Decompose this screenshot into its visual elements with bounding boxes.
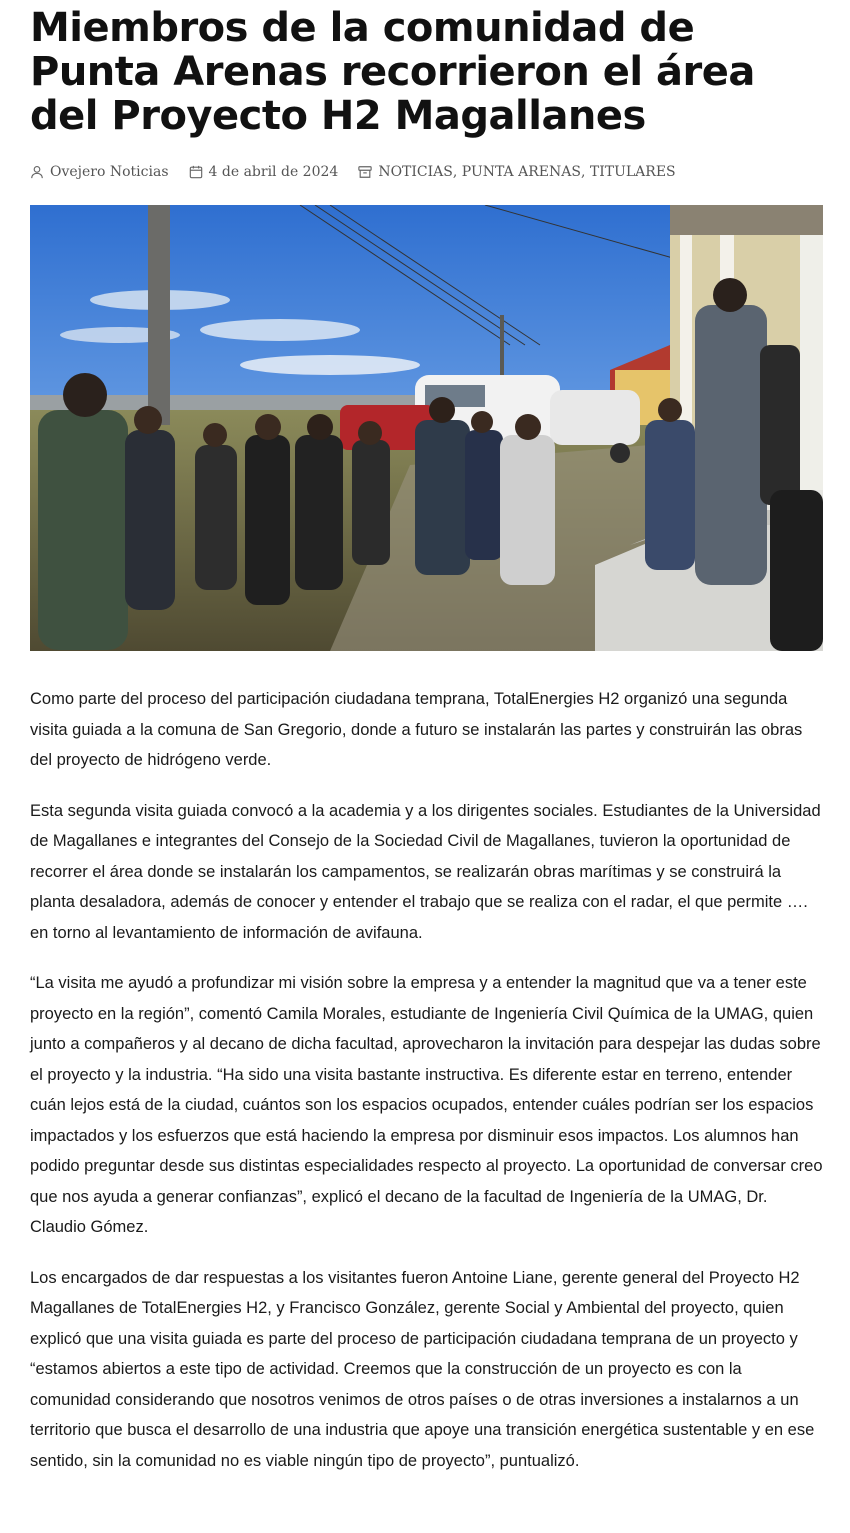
category-separator: , — [452, 164, 462, 180]
category-separator: , — [580, 164, 590, 180]
publish-date: 4 de abril de 2024 — [208, 164, 339, 180]
article-body — [30, 684, 825, 1476]
category-link[interactable]: TITULARES — [589, 164, 676, 180]
article-paragraph: Como parte del proceso del participación ciudadana temprana, TotalEnergies H2 organizó una segunda visita guiada a la comuna de San Gregorio, donde a futuro se instalarán las partes y construirán las obras del proyecto de hidrógeno verde. — [30, 690, 803, 769]
article-title: Miembros de la comunidad de Punta Arenas recorrieron el área del Proyecto H2 Magallanes — [30, 5, 755, 139]
author-link[interactable]: Ovejero Noticias — [50, 164, 169, 180]
article-paragraph: Los encargados de dar respuestas a los visitantes fueron Antoine Liane, gerente general del Proyecto H2 Magallanes de TotalEnergies H2, y Francisco González, gerente Social y Ambiental del proyecto, quien explicó que una visita guiada es parte del proceso de participación ciudadana temprana de un proyecto y “estamos abiertos a este tipo de actividad. Creemos que la construcción de un proyecto es con la comunidad considerando que nosotros venimos de otros países o de otras inversiones a instalarnos a un territorio que busca el desarrollo de una industria que apoye una transición energética sustentable y en ese sentido, sin la comunidad no es viable ningún tipo de proyecto”, puntualizó. — [30, 1268, 815, 1470]
calendar-icon — [189, 165, 203, 179]
user-icon — [30, 165, 44, 179]
archive-icon — [358, 165, 372, 179]
categories-meta — [358, 164, 675, 180]
article-paragraph: “La visita me ayudó a profundizar mi visión sobre la empresa y a entender la magnitud que va a tener este proyecto en la región”, comentó Camila Morales, estudiante de Ingeniería Civil Química de la UMAG, quien junto a compañeros y al decano de dicha facultad, aprovecharon la invitación para despejar las dudas sobre el proyecto y la industria. “Ha sido una visita bastante instructiva. Es diferente estar en terreno, entender cuán lejos está de la ciudad, cuántos son los espacios ocupados, entender cuáles podrían ser los espacios impactados y los esfuerzos que está haciendo la empresa por disminuir esos impactos. Los alumnos han podido preguntar desde sus distintas especialidades respecto al proyecto. La oportunidad de conversar creo que nos ayuda a generar confianzas”, explicó el decano de la facultad de Ingeniería de la UMAG, Dr. Claudio Gómez. — [30, 974, 823, 1236]
category-link[interactable]: NOTICIAS — [378, 164, 453, 180]
author-meta — [30, 164, 169, 180]
article — [30, 0, 825, 1496]
article-meta — [30, 160, 825, 184]
article-paragraph: Esta segunda visita guiada convocó a la academia y a los dirigentes sociales. Estudiantes de la Universidad de Magallanes e integrantes del Consejo de la Sociedad Civil de Magallanes, tuvieron la oportunidad de recorrer el área donde se instalarán los campamentos, se realizarán obras marítimas y se construirá la planta desaladora, además de conocer y entender el trabajo que se realiza con el radar, el que permite …. en torno al levantamiento de información de avifauna. — [30, 801, 821, 942]
featured-photo — [30, 205, 823, 651]
date-meta — [189, 164, 339, 180]
category-link[interactable]: PUNTA ARENAS — [461, 164, 581, 180]
